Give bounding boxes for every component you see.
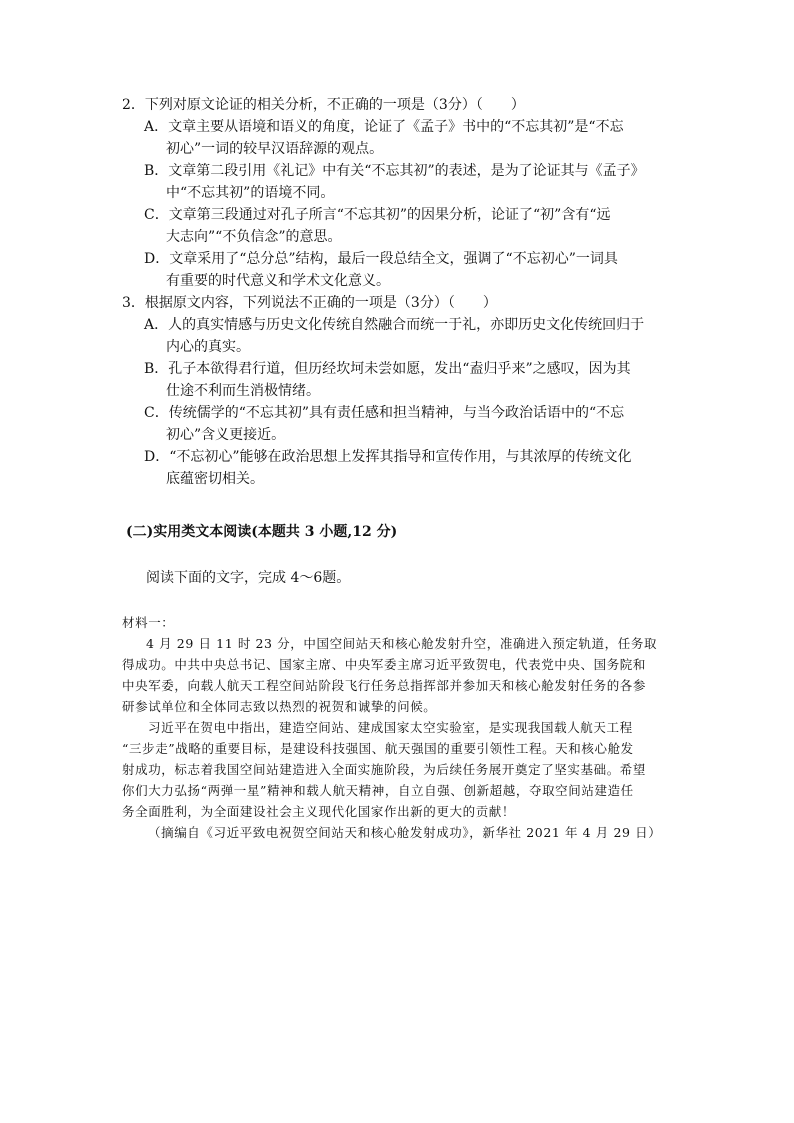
question-2-option-d-line1: D．文章采用了“总分总”结构，最后一段总结全文，强调了“不忘初心”一词具 <box>144 251 618 267</box>
material-line: 研参试单位和全体同志致以热烈的祝贺和诚挚的问候。 <box>122 699 437 714</box>
material-line: 中央军委，向载人航天工程空间站阶段飞行任务总指挥部并参加天和核心舱发射任务的各参 <box>122 678 647 693</box>
question-2-stem: 2．下列对原文论证的相关分析，不正确的一项是（3分）（ ） <box>122 97 525 113</box>
material-line: “三步走”战略的重要目标，是建设科技强国、航天强国的重要引领性工程。天和核心舱发 <box>122 741 634 756</box>
question-3-stem: 3．根据原文内容，下列说法不正确的一项是（3分）（ ） <box>122 295 497 311</box>
question-3-option-c-line1: C．传统儒学的“不忘其初”具有责任感和担当精神，与当今政治话语中的“不忘 <box>144 405 625 421</box>
material-line: 你们大力弘扬“两弹一星”精神和载人航天精神，自立自强、创新超越，夺取空间站建造任 <box>122 783 634 798</box>
question-2-option-d-line2: 有重要的时代意义和学术文化意义。 <box>166 273 390 289</box>
question-3-option-d-line1: D．“不忘初心”能够在政治思想上发挥其指导和宣传作用，与其浓厚的传统文化 <box>144 449 632 465</box>
question-3-option-a-line2: 内心的真实。 <box>166 339 250 355</box>
question-2-option-b-line2: 中“不忘其初”的语境不同。 <box>166 185 335 201</box>
question-2-option-a-line1: A．文章主要从语境和语义的角度，论证了《孟子》书中的“不忘其初”是“不忘 <box>144 119 624 135</box>
question-3-option-a-line1: A．人的真实情感与历史文化传统自然融合而统一于礼，亦即历史文化传统回归于 <box>144 317 645 333</box>
material-line: 习近平在贺电中指出，建造空间站、建成国家太空实验室，是实现我国载人航天工程 <box>148 720 633 735</box>
question-2-option-c-line1: C．文章第三段通过对孔子所言“不忘其初”的因果分析，论证了“初”含有“远 <box>144 207 611 223</box>
question-2-option-c-line2: 大志向”“不负信念”的意思。 <box>166 229 342 245</box>
question-2-option-a-line2: 初心”一词的较早汉语辞源的观点。 <box>166 141 384 157</box>
material-line: 4 月 29 日 11 时 23 分，中国空间站天和核心舱发射升空，准确进入预定轨道，任务取 <box>146 636 658 651</box>
material-line: 射成功，标志着我国空间站建造进入全面实施阶段，为后续任务展开奠定了坚实基础。希望 <box>122 762 647 777</box>
material-label: 材料一： <box>122 615 175 630</box>
question-3-option-b-line2: 仕途不利而生消极情绪。 <box>166 383 320 399</box>
section-title: (二)实用类文本阅读(本题共 3 小题,12 分) <box>126 524 398 540</box>
material-line: 务全面胜利，为全面建设社会主义现代化国家作出新的更大的贡献！ <box>122 804 516 819</box>
question-3-option-c-line2: 初心”含义更接近。 <box>166 427 286 443</box>
reading-instruction: 阅读下面的文字，完成 4～6题。 <box>146 570 351 586</box>
question-3-option-d-line2: 底蕴密切相关。 <box>166 471 264 487</box>
question-2-option-b-line1: B．文章第二段引用《礼记》中有关“不忘其初”的表述，是为了论证其与《孟子》 <box>144 163 645 179</box>
question-3-option-b-line1: B．孔子本欲得君行道，但历经坎坷未尝如愿，发出“盍归乎来”之感叹，因为其 <box>144 361 631 377</box>
material-source: （摘编自《习近平致电祝贺空间站天和核心舱发射成功》，新华社 2021 年 4 月 29 日） <box>148 825 662 840</box>
material-line: 得成功。中共中央总书记、国家主席、中央军委主席习近平致贺电，代表党中央、国务院和 <box>122 657 647 672</box>
